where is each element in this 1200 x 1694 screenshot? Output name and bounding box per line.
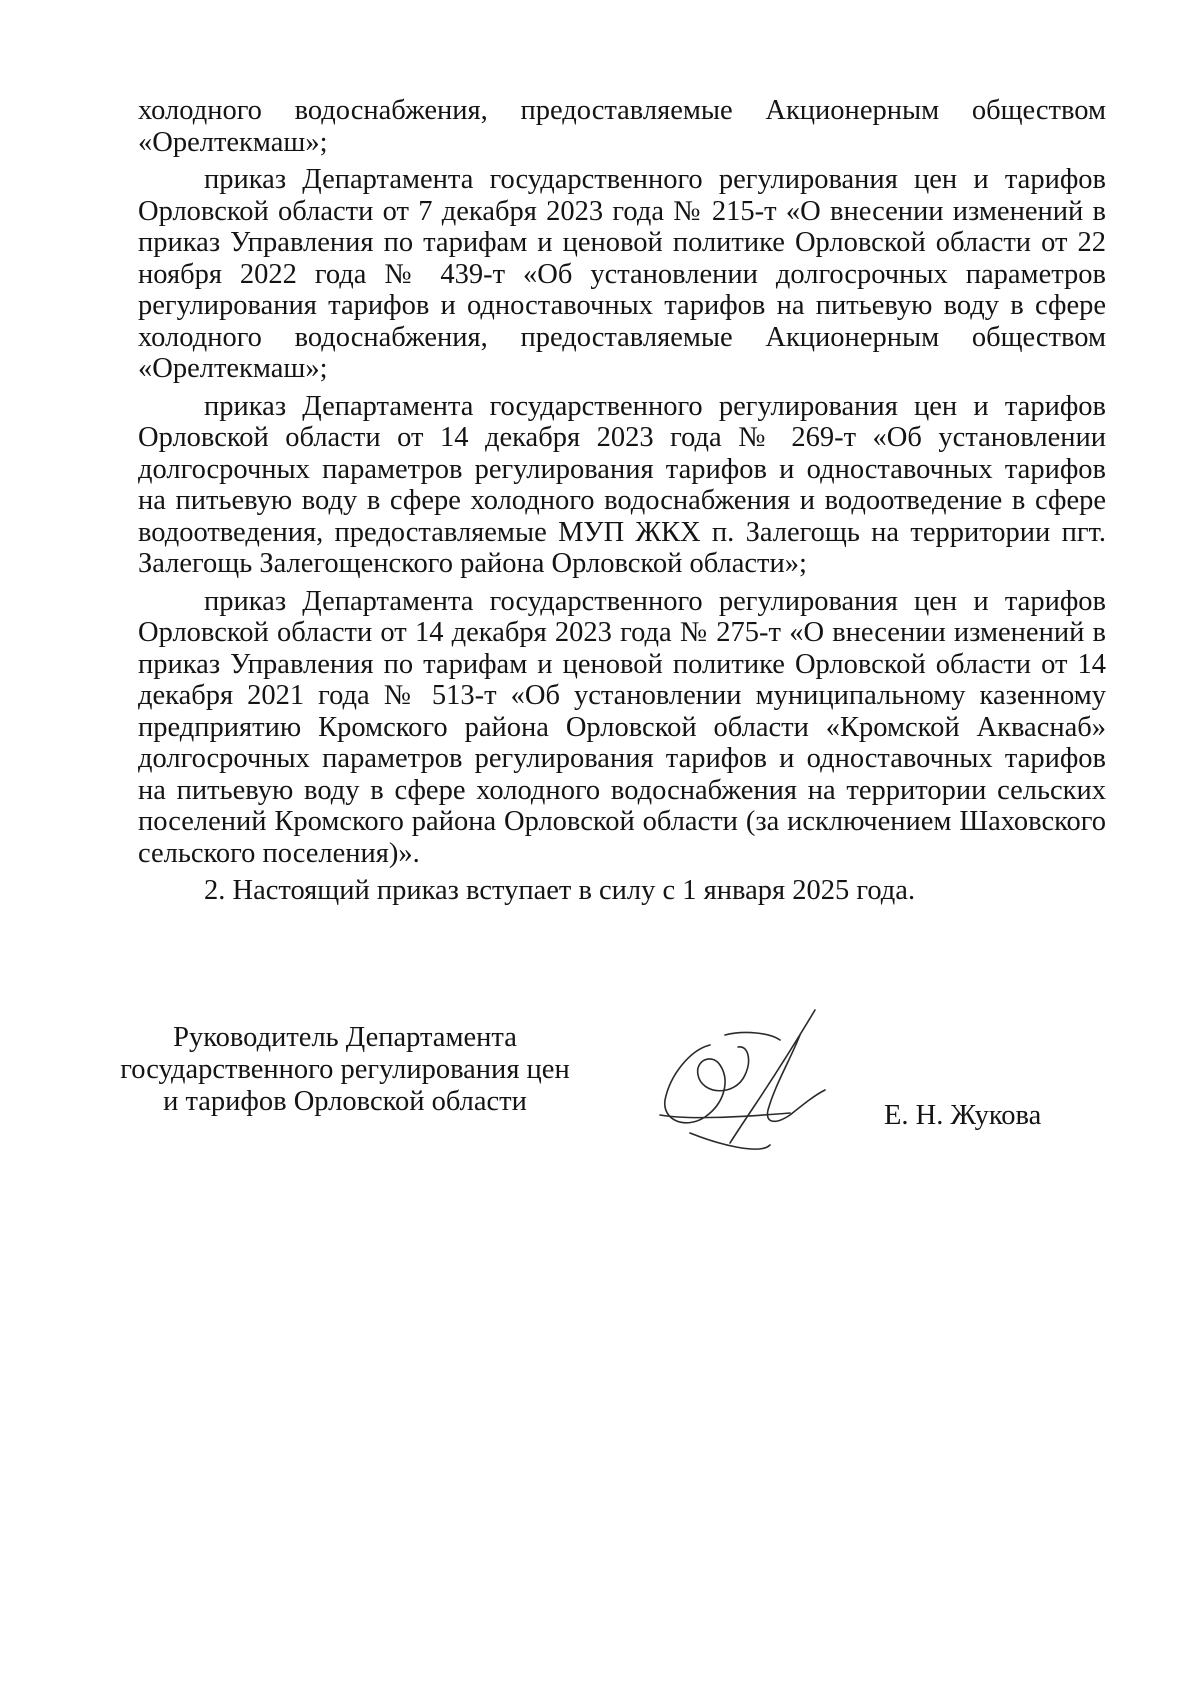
position-line: Руководитель Департамента (173, 1022, 517, 1053)
signatory-position (110, 1022, 580, 1118)
paragraph-order-275t: приказ Департамента государственного регулирования цен и тарифов Орловской области от 14 декабря 2023 года № 275-т «О внесении изменений в приказ Управления по тарифам и ценовой политике Орловской области от 14 декабря 2021 года № 513-т «Об установлении муниципальному казенному предприятию Кромского района Орловской области «Кромской Акваснаб» долгосрочных параметров регулирования тарифов и одноставочных тарифов на питьевую воду в сфере холодного водоснабжения на территории сельских поселений Кромского района Орловской области (за исключением Шаховского сельского поселения)». (138, 585, 1106, 869)
position-line: и тарифов Орловской области (163, 1086, 527, 1117)
paragraph-order-269t: приказ Департамента государственного регулирования цен и тарифов Орловской области от 14 декабря 2023 года № 269-т «Об установлении долгосрочных параметров регулирования тарифов и одноставочных тарифов на питьевую воду в сфере холодного водоснабжения и водоотведение в сфере водоотведения, предоставляемые МУП ЖКХ п. Залегощь на территории пгт. Залегощь Залегощенского района Орловской области»; (138, 390, 1106, 579)
document-body (138, 95, 1106, 913)
paragraph-continuation: холодного водоснабжения, предоставляемые Акционерным обществом «Орелтекмаш»; (138, 95, 1106, 158)
position-line: государственного регулирования цен (120, 1054, 570, 1085)
paragraph-effective-date: 2. Настоящий приказ вступает в силу с 1 января 2025 года. (204, 875, 916, 906)
paragraph-order-215t: приказ Департамента государственного регулирования цен и тарифов Орловской области от 7 декабря 2023 года № 215-т «О внесении изменений в приказ Управления по тарифам и ценовой политике Орловской области от 22 ноября 2022 года № 439-т «Об установлении долгосрочных параметров регулирования тарифов и одноставочных тарифов на питьевую воду в сфере холодного водоснабжения, предоставляемые Акционерным обществом «Орелтекмаш»; (138, 164, 1106, 384)
signer-name: Е. Н. Жукова (884, 1100, 1042, 1131)
handwritten-signature (650, 1005, 860, 1155)
